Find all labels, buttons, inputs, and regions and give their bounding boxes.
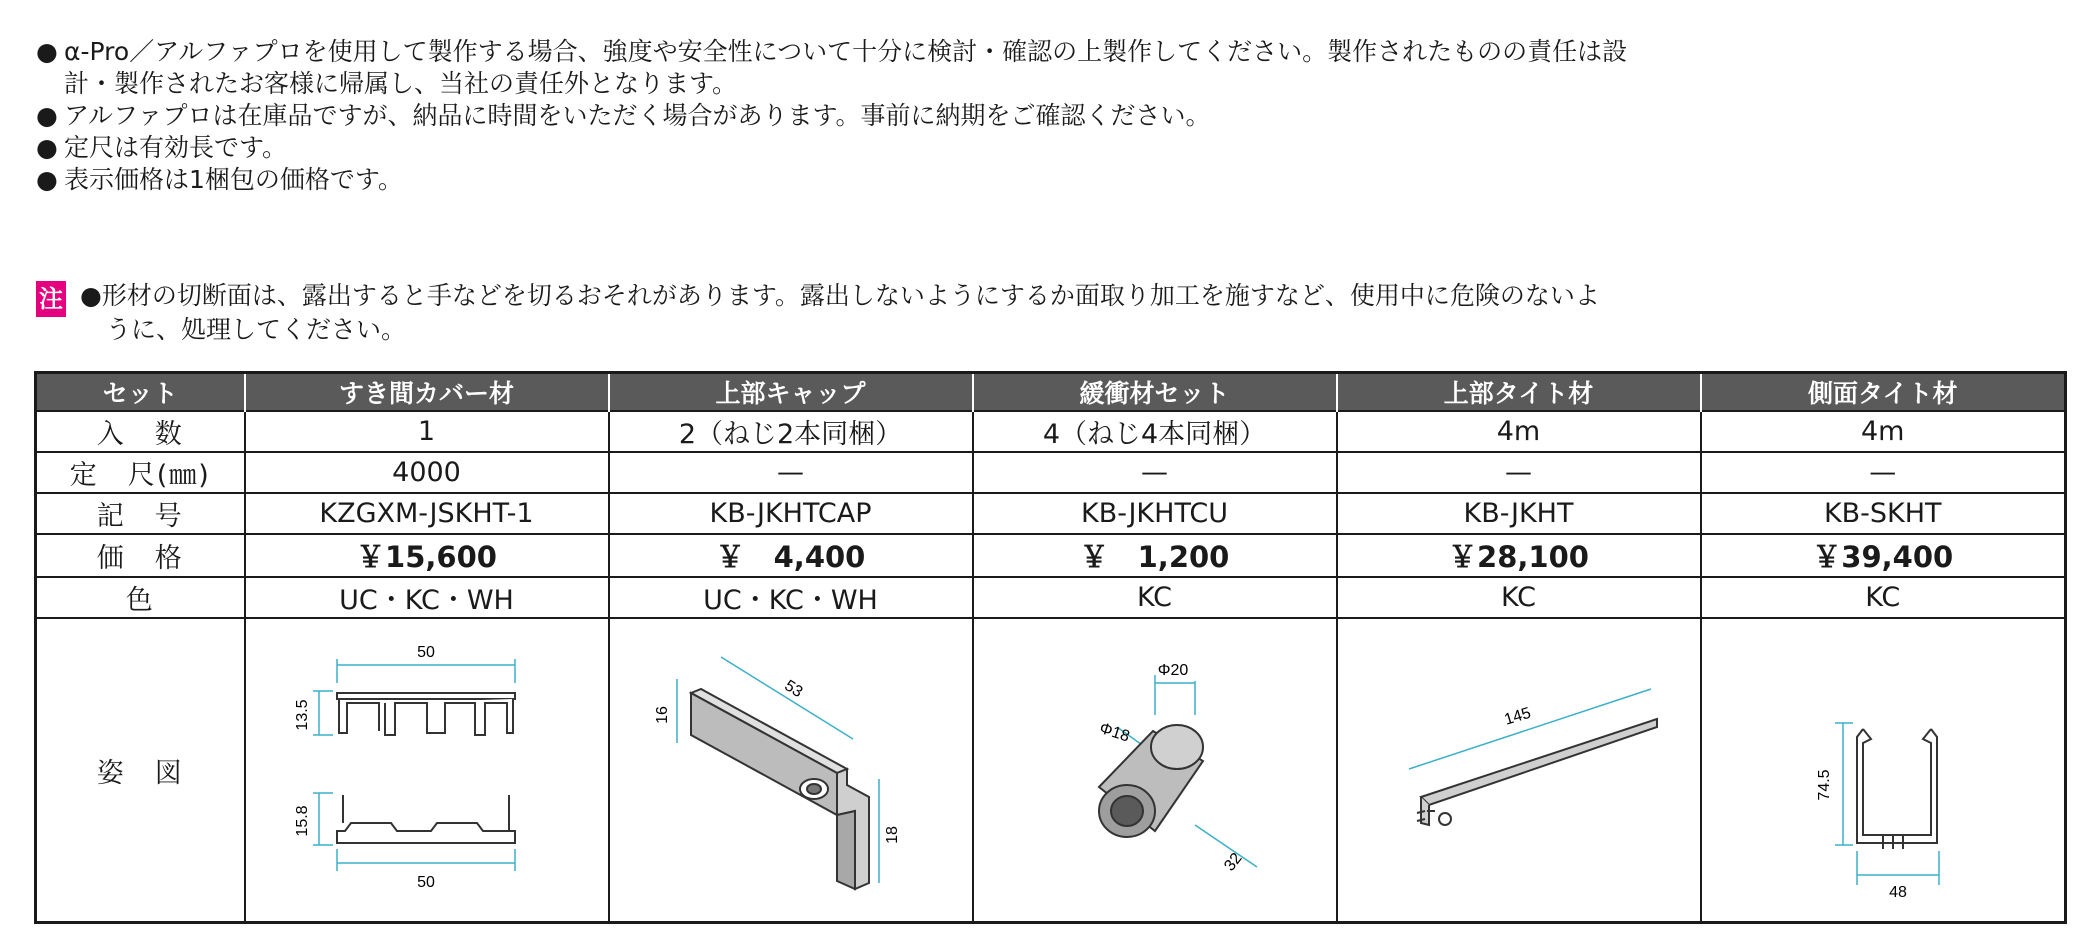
header-gap-cover: すき間カバー材 [245,373,609,412]
table-cell: 4000 [245,452,609,493]
table-cell: — [609,452,973,493]
warning-text [80,279,1636,347]
note-1-cont: 計・製作されたお客様に帰属し、当社の責任外となります。 [64,69,738,98]
warning-badge: 注 [36,281,66,317]
top-tight-drawing [1369,635,1669,905]
bullet: ● [36,133,58,162]
price-cell: ￥15,600 [245,534,609,577]
warning-block [36,279,1636,347]
note-text: α-Pro／アルファプロを使用して製作する場合、強度や安全性について十分に検討・確認の上製作してください。製作されたものの責任は設 [64,37,1628,66]
note-3 [36,132,1596,164]
dim-label: 16 [653,706,671,724]
table-cell: KC [973,577,1337,618]
table-header-row [36,373,2066,412]
table-row [36,577,2066,618]
price-cell: ￥28,100 [1337,534,1701,577]
figure-top-cap [609,618,973,923]
note-text: 定尺は有効長です。 [64,133,288,162]
side-tight-drawing [1733,635,2033,905]
header-side-tight: 側面タイト材 [1701,373,2066,412]
table-cell: — [973,452,1337,493]
row-label-color: 色 [36,577,245,618]
table-row [36,411,2066,452]
table-cell: UC・KC・WH [609,577,973,618]
table-cell: — [1701,452,2066,493]
table-row [36,534,2066,577]
spec-table [34,371,2067,924]
table-row [36,493,2066,534]
header-cushion-set: 緩衝材セット [973,373,1337,412]
figure-side-tight [1701,618,2066,923]
header-set: セット [36,373,245,412]
note-4 [36,164,1596,196]
cushion-drawing [1005,635,1305,905]
dim-label: 74.5 [1815,769,1833,801]
figure-cushion [973,618,1337,923]
dim-label: 50 [416,644,435,661]
row-label-price: 価 格 [36,534,245,577]
table-cell: 2（ねじ2本同梱） [609,411,973,452]
gap-cover-drawing [277,635,577,905]
bullet: ● [36,101,58,130]
price-cell: ￥ 1,200 [973,534,1337,577]
price-cell: ￥39,400 [1701,534,2066,577]
table-cell: 4（ねじ4本同梱） [973,411,1337,452]
dim-label: 32 [1220,849,1246,875]
warning-line-2: うに、処理してください。 [106,315,407,344]
dim-label: 50 [416,874,435,891]
note-2 [36,100,1596,132]
row-label-length: 定 尺(㎜) [36,452,245,493]
dim-label: 53 [780,677,805,702]
price-cell: ￥ 4,400 [609,534,973,577]
dim-label: 15.8 [293,805,311,837]
table-cell: KB-JKHTCU [973,493,1337,534]
dim-label: Φ20 [1157,662,1188,679]
table-cell: KC [1701,577,2066,618]
table-cell: UC・KC・WH [245,577,609,618]
dim-label: 145 [1501,704,1533,729]
table-cell: KB-JKHTCAP [609,493,973,534]
bullet: ● [36,37,58,66]
table-cell: KZGXM-JSKHT-1 [245,493,609,534]
table-cell: KB-SKHT [1701,493,2066,534]
table-cell: 4m [1337,411,1701,452]
dim-label: 18 [883,826,901,844]
table-cell: KC [1337,577,1701,618]
dim-label: 13.5 [293,699,311,731]
table-cell: 4m [1701,411,2066,452]
notes-block [36,36,1628,196]
table-cell: KB-JKHT [1337,493,1701,534]
figure-row [36,618,2066,923]
bullet: ● [36,165,58,194]
figure-gap-cover [245,618,609,923]
note-1 [36,36,1628,68]
table-row [36,452,2066,493]
row-label-quantity: 入 数 [36,411,245,452]
header-top-cap: 上部キャップ [609,373,973,412]
top-cap-drawing [641,635,941,905]
warning-line-1: ●形材の切断面は、露出すると手などを切るおそれがあります。露出しないようにするか面取り加工を施すなど、使用中に危険のないよ [80,281,1600,310]
header-top-tight: 上部タイト材 [1337,373,1701,412]
row-label-code: 記 号 [36,493,245,534]
table-cell: 1 [245,411,609,452]
row-label-figure: 姿 図 [36,618,245,923]
table-cell: — [1337,452,1701,493]
figure-top-tight [1337,618,1701,923]
note-text: 表示価格は1梱包の価格です。 [64,165,403,194]
note-text: アルファプロは在庫品ですが、納品に時間をいただく場合があります。事前に納期をご確認ください。 [64,101,1211,130]
dim-label: Φ18 [1096,719,1132,746]
dim-label: 48 [1888,884,1907,901]
